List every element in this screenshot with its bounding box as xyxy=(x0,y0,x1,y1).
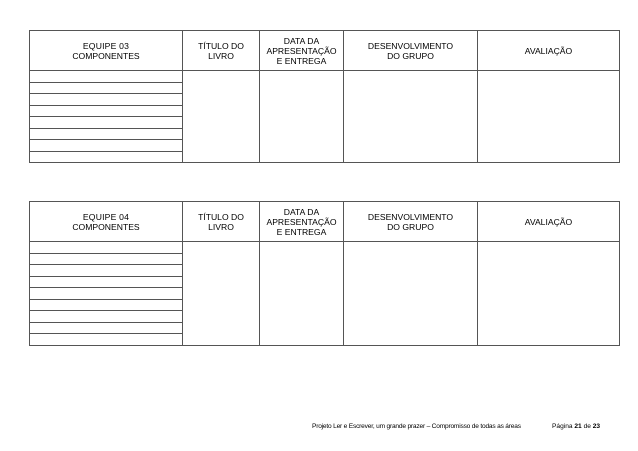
team-label: EQUIPE 04 xyxy=(82,211,130,222)
team-04-table xyxy=(29,201,620,346)
page-number: Página 21 de 23 xyxy=(552,423,601,430)
member-name-cell[interactable] xyxy=(30,128,183,140)
current-page: 21 xyxy=(574,423,582,430)
table-header-row xyxy=(30,31,620,71)
team-label: EQUIPE 03 xyxy=(82,40,130,51)
evaluation-cell[interactable] xyxy=(478,242,620,346)
member-name-cell[interactable] xyxy=(30,299,183,311)
member-name-cell[interactable] xyxy=(30,82,183,94)
group-development-cell[interactable] xyxy=(344,242,478,346)
table-header-row xyxy=(30,202,620,242)
member-name-cell[interactable] xyxy=(30,105,183,117)
project-footer-text: Projeto Ler e Escrever, um grande prazer – Compromisso de todas as áreas xyxy=(312,423,521,430)
presentation-date-cell[interactable] xyxy=(260,242,344,346)
table-row xyxy=(30,71,620,83)
member-name-cell[interactable] xyxy=(30,94,183,106)
member-name-cell[interactable] xyxy=(30,265,183,277)
total-pages: 23 xyxy=(592,423,601,430)
evaluation-cell[interactable] xyxy=(478,71,620,163)
components-header xyxy=(30,202,183,242)
member-name-cell[interactable] xyxy=(30,311,183,323)
evaluation-header: AVALIAÇÃO xyxy=(478,31,620,71)
member-name-cell[interactable] xyxy=(30,322,183,334)
page-footer xyxy=(0,423,638,435)
member-name-cell[interactable] xyxy=(30,242,183,254)
presentation-date-cell[interactable] xyxy=(260,71,344,163)
member-name-cell[interactable] xyxy=(30,276,183,288)
group-development-header: DESENVOLVIMENTO DO GRUPO xyxy=(344,202,478,242)
book-title-header: TÍTULO DO LIVRO xyxy=(183,202,260,242)
components-label: COMPONENTES xyxy=(72,50,140,61)
member-name-cell[interactable] xyxy=(30,334,183,346)
team-03-table xyxy=(29,30,620,163)
member-name-cell[interactable] xyxy=(30,151,183,163)
components-header xyxy=(30,31,183,71)
table-row xyxy=(30,242,620,254)
presentation-date-header: DATA DA APRESENTAÇÃO E ENTREGA xyxy=(260,202,344,242)
group-development-cell[interactable] xyxy=(344,71,478,163)
member-name-cell[interactable] xyxy=(30,71,183,83)
member-name-cell[interactable] xyxy=(30,117,183,129)
member-name-cell[interactable] xyxy=(30,288,183,300)
book-title-header: TÍTULO DO LIVRO xyxy=(183,31,260,71)
team-03-member-rows xyxy=(30,71,620,163)
book-title-cell[interactable] xyxy=(183,71,260,163)
member-name-cell[interactable] xyxy=(30,253,183,265)
team-04-member-rows xyxy=(30,242,620,346)
book-title-cell[interactable] xyxy=(183,242,260,346)
components-label: COMPONENTES xyxy=(72,221,140,232)
group-development-header: DESENVOLVIMENTO DO GRUPO xyxy=(344,31,478,71)
member-name-cell[interactable] xyxy=(30,140,183,152)
evaluation-header: AVALIAÇÃO xyxy=(478,202,620,242)
presentation-date-header: DATA DA APRESENTAÇÃO E ENTREGA xyxy=(260,31,344,71)
